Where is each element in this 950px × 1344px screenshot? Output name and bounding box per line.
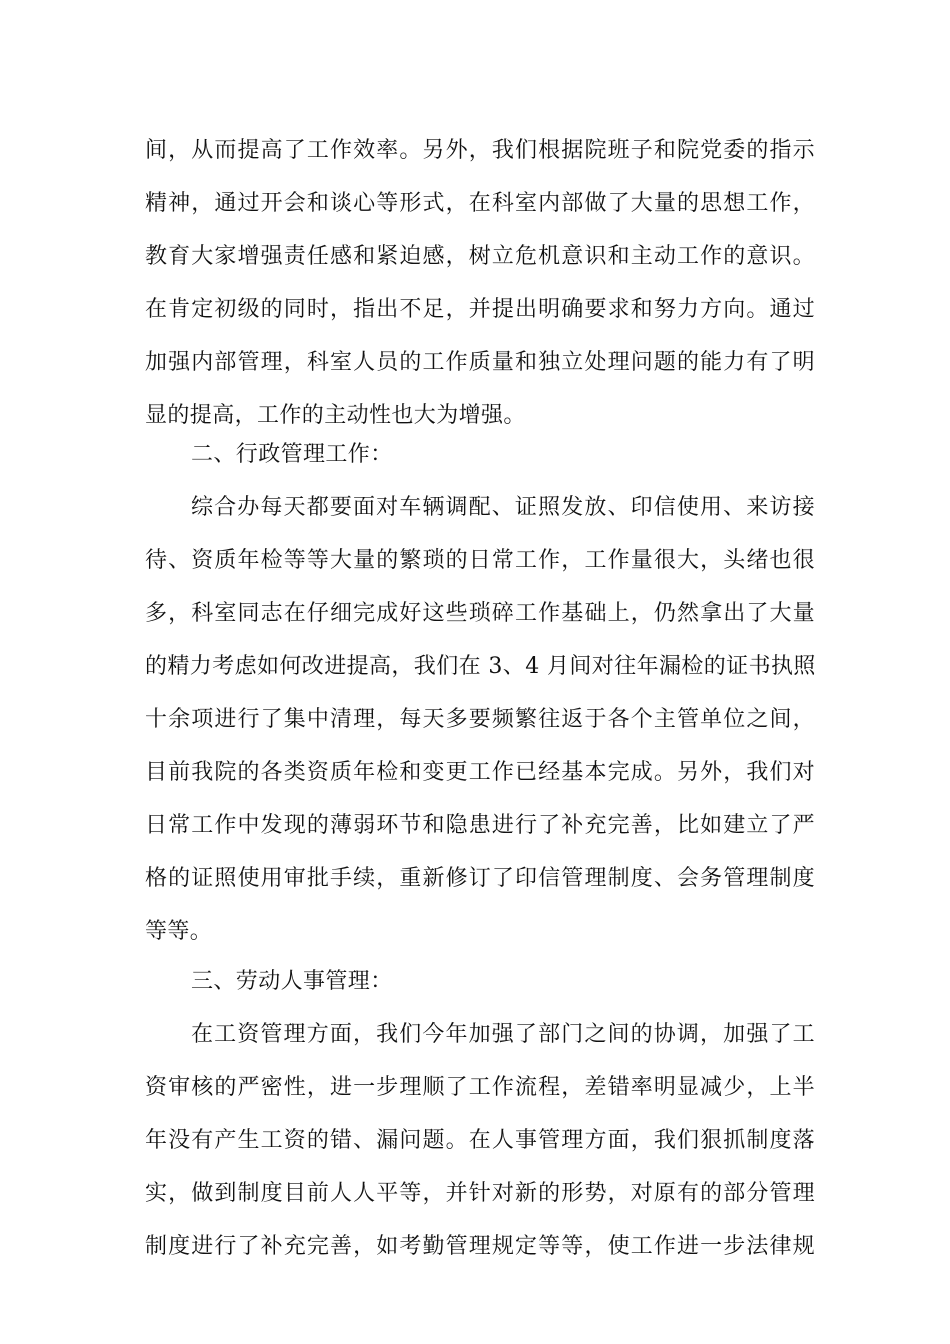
paragraph-2-line-9: 等等。 [145, 919, 213, 944]
paragraph-1-line-6: 显的提高，工作的主动性也大为增强。 [145, 403, 526, 428]
paragraph-3-line-2: 资审核的严密性，进一步理顺了工作流程，差错率明显减少，上半 [145, 1075, 815, 1100]
paragraph-1-line-5: 加强内部管理，科室人员的工作质量和独立处理问题的能力有了明 [145, 350, 815, 375]
paragraph-3-line-4: 实，做到制度目前人人平等，并针对新的形势，对原有的部分管理 [145, 1181, 815, 1206]
paragraph-3-line-1: 在工资管理方面，我们今年加强了部门之间的协调，加强了工 [191, 1022, 815, 1047]
paragraph-1-line-2: 精神，通过开会和谈心等形式，在科室内部做了大量的思想工作， [145, 191, 815, 216]
paragraph-3-line-5: 制度进行了补充完善，如考勤管理规定等等，使工作进一步法律规 [145, 1234, 815, 1259]
paragraph-2-line-6: 目前我院的各类资质年检和变更工作已经基本完成。另外，我们对 [145, 760, 815, 785]
paragraph-2-line-2: 待、资质年检等等大量的繁琐的日常工作，工作量很大，头绪也很 [145, 548, 815, 573]
paragraph-1-line-4: 在肯定初级的同时，指出不足，并提出明确要求和努力方向。通过 [145, 297, 815, 322]
paragraph-2-line-3: 多，科室同志在仔细完成好这些琐碎工作基础上，仍然拿出了大量 [145, 601, 815, 626]
paragraph-2-line-1: 综合办每天都要面对车辆调配、证照发放、印信使用、来访接 [191, 495, 815, 520]
paragraph-2-line-5: 十余项进行了集中清理，每天多要频繁往返于各个主管单位之间， [145, 707, 815, 732]
paragraph-1-line-3: 教育大家增强责任感和紧迫感，树立危机意识和主动工作的意识。 [145, 244, 815, 269]
paragraph-1-line-1: 间，从而提高了工作效率。另外，我们根据院班子和院党委的指示 [145, 138, 815, 163]
paragraph-3-line-3: 年没有产生工资的错、漏问题。在人事管理方面，我们狠抓制度落 [145, 1128, 815, 1153]
paragraph-2-line-7: 日常工作中发现的薄弱环节和隐患进行了补充完善，比如建立了严 [145, 813, 815, 838]
paragraph-2-line-4: 的精力考虑如何改进提高，我们在 3、4 月间对往年漏检的证书执照 [145, 654, 816, 679]
section-heading-personnel: 三、劳动人事管理： [191, 969, 393, 994]
section-heading-administration: 二、行政管理工作： [191, 442, 393, 467]
paragraph-2-line-8: 格的证照使用审批手续，重新修订了印信管理制度、会务管理制度 [145, 866, 815, 891]
